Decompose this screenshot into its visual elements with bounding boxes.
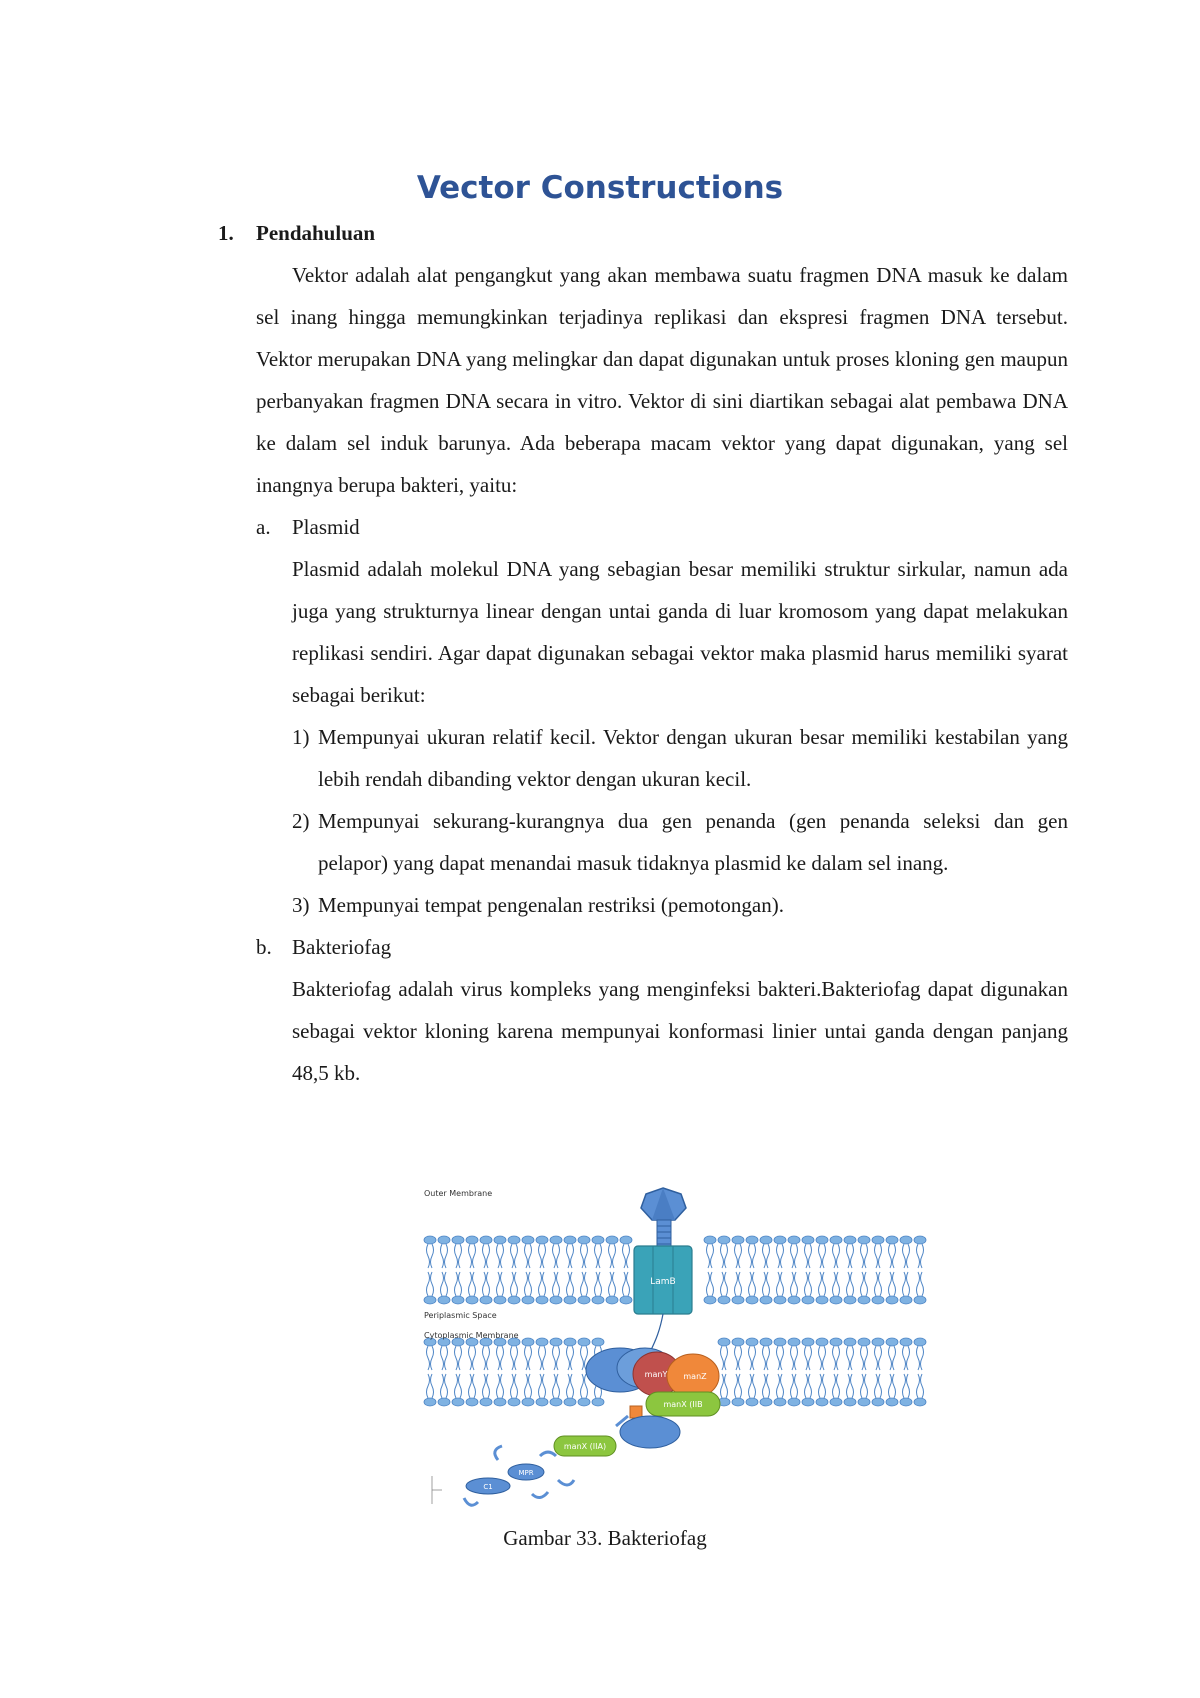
lipid-head: [774, 1236, 786, 1268]
manx-iia-protein: [554, 1436, 616, 1456]
lipid-head: [900, 1236, 912, 1268]
lipid-head: [438, 1272, 450, 1304]
lipid-head: [802, 1236, 814, 1268]
lipid-head: [536, 1236, 548, 1268]
lipid-head: [704, 1272, 716, 1304]
list-item-text: Mempunyai ukuran relatif kecil. Vektor dengan ukuran besar memiliki kestabilan yang lebih rendah dibanding vektor dengan ukuran kecil.: [318, 725, 1068, 791]
lipid-head: [732, 1338, 744, 1370]
lipid-head: [746, 1338, 758, 1370]
lipid-head: [886, 1236, 898, 1268]
lipid-head: [536, 1338, 548, 1370]
lipid-head: [592, 1236, 604, 1268]
subsection-label: b.: [256, 935, 272, 959]
lipid-head: [550, 1272, 562, 1304]
lipid-head: [914, 1272, 926, 1304]
lipid-head: [620, 1236, 632, 1268]
lipid-head: [522, 1272, 534, 1304]
lipid-head: [844, 1338, 856, 1370]
figure-caption: Gambar 33. Bakteriofag: [503, 1526, 707, 1550]
lipid-head: [606, 1272, 618, 1304]
lipid-head: [788, 1236, 800, 1268]
lipid-head: [564, 1338, 576, 1370]
lipid-head: [424, 1272, 436, 1304]
manx-iia-label: manX (IIA): [563, 1442, 607, 1451]
c1-label: C1: [483, 1483, 493, 1491]
lipid-head: [466, 1236, 478, 1268]
lipid-head: [830, 1272, 842, 1304]
list-item: [292, 716, 1068, 800]
lipid-head: [424, 1374, 436, 1406]
periplasmic-space-label: Periplasmic Space: [424, 1311, 497, 1320]
lipid-head: [914, 1374, 926, 1406]
lipid-head: [480, 1338, 492, 1370]
lipid-head: [508, 1236, 520, 1268]
lipid-head: [816, 1272, 828, 1304]
lipid-head: [830, 1338, 842, 1370]
phage-head-icon: [641, 1188, 686, 1250]
subsection-title: Plasmid: [292, 515, 360, 539]
lipid-head: [550, 1236, 562, 1268]
lipid-head: [452, 1374, 464, 1406]
lipid-head: [704, 1236, 716, 1268]
lipid-head: [816, 1338, 828, 1370]
lipid-head: [872, 1338, 884, 1370]
lipid-head: [438, 1374, 450, 1406]
lipid-head: [438, 1338, 450, 1370]
subsection-title: Bakteriofag: [292, 935, 392, 959]
lipid-head: [480, 1236, 492, 1268]
lipid-head: [830, 1374, 842, 1406]
lipid-head: [494, 1272, 506, 1304]
lipid-head: [508, 1272, 520, 1304]
mpr-c1-pathway: [432, 1446, 574, 1505]
lipid-head: [732, 1374, 744, 1406]
lipid-head: [802, 1374, 814, 1406]
man-transporter-complex: [586, 1348, 720, 1448]
lipid-head: [760, 1374, 772, 1406]
lipid-head: [760, 1338, 772, 1370]
lipid-head: [900, 1374, 912, 1406]
lipid-head: [844, 1374, 856, 1406]
lipid-head: [760, 1272, 772, 1304]
cytoplasmic-membrane-label: Cytoplasmic Membrane: [424, 1331, 519, 1340]
lipid-head: [746, 1272, 758, 1304]
list-item-number: 3): [292, 893, 310, 917]
subsection-label: a.: [256, 515, 271, 539]
lipid-head: [522, 1236, 534, 1268]
lipid-head: [774, 1374, 786, 1406]
lipid-head: [732, 1236, 744, 1268]
lipid-head: [872, 1236, 884, 1268]
list-item-number: 1): [292, 725, 310, 749]
lipid-head: [914, 1236, 926, 1268]
lipid-head: [886, 1374, 898, 1406]
lipid-head: [424, 1236, 436, 1268]
lipid-head: [858, 1374, 870, 1406]
lipid-head: [466, 1374, 478, 1406]
manz-label: manZ: [683, 1372, 707, 1381]
lipid-head: [732, 1272, 744, 1304]
lipid-head: [452, 1272, 464, 1304]
lipid-head: [550, 1338, 562, 1370]
lipid-head: [536, 1272, 548, 1304]
subsection-bakteriofag-heading: [256, 926, 1068, 968]
lipid-head: [480, 1374, 492, 1406]
lipid-head: [508, 1338, 520, 1370]
bacteriophage-figure: [420, 1180, 930, 1510]
lipid-head: [746, 1236, 758, 1268]
lipid-head: [760, 1236, 772, 1268]
list-item-text: Mempunyai tempat pengenalan restriksi (pemotongan).: [318, 893, 784, 917]
intro-paragraph: Vektor adalah alat pengangkut yang akan membawa suatu fragmen DNA masuk ke dalam sel inang hingga memungkinkan terjadinya replikasi dan ekspresi fragmen DNA tersebut. Vektor merupakan DNA yang melingkar dan dapat digunakan untuk proses kloning gen maupun perbanyakan fragmen DNA secara in vitro. Vektor di sini diartikan sebagai alat pembawa DNA ke dalam sel induk barunya. Ada beberapa macam vektor yang dapat digunakan, yang sel inangnya berupa bakteri, yaitu:: [256, 263, 1068, 497]
plasmid-paragraph: Plasmid adalah molekul DNA yang sebagian besar memiliki struktur sirkular, namun ada juga yang strukturnya linear dengan untai ganda di luar kromosom yang dapat melakukan replikasi sendiri. Agar dapat digunakan sebagai vektor maka plasmid harus memiliki syarat sebagai berikut:: [292, 557, 1068, 707]
lipid-head: [466, 1338, 478, 1370]
list-item: [292, 800, 1068, 884]
many-label: manY: [644, 1370, 668, 1379]
lipid-head: [578, 1272, 590, 1304]
lipid-head: [886, 1272, 898, 1304]
lipid-head: [494, 1236, 506, 1268]
lipid-head: [452, 1338, 464, 1370]
lipid-head: [802, 1272, 814, 1304]
lipid-head: [858, 1236, 870, 1268]
membrane-diagram: [420, 1180, 930, 1510]
lipid-head: [858, 1272, 870, 1304]
lipid-head: [550, 1374, 562, 1406]
lipid-head: [452, 1236, 464, 1268]
lipid-head: [830, 1236, 842, 1268]
list-item: [292, 884, 1068, 926]
lipid-head: [564, 1236, 576, 1268]
lipid-head: [424, 1338, 436, 1370]
section-title: Pendahuluan: [256, 221, 376, 245]
lipid-head: [774, 1338, 786, 1370]
lipid-head: [844, 1236, 856, 1268]
mpr-label: MPR: [518, 1469, 534, 1477]
lipid-head: [480, 1272, 492, 1304]
lamb-label: LamB: [650, 1277, 676, 1287]
lipid-head: [718, 1236, 730, 1268]
lipid-head: [872, 1374, 884, 1406]
lipid-head: [718, 1338, 730, 1370]
lipid-head: [494, 1338, 506, 1370]
lamb-channel: [634, 1246, 692, 1314]
lipid-head: [858, 1338, 870, 1370]
lipid-head: [900, 1272, 912, 1304]
lipid-head: [802, 1338, 814, 1370]
lipid-head: [508, 1374, 520, 1406]
lipid-head: [494, 1374, 506, 1406]
subsection-plasmid-heading: [256, 506, 1068, 548]
lipid-head: [718, 1272, 730, 1304]
outer-membrane-label: Outer Membrane: [424, 1189, 493, 1198]
lipid-head: [536, 1374, 548, 1406]
manx-iib-label: manX (IIB: [663, 1400, 703, 1409]
lipid-head: [522, 1374, 534, 1406]
section-heading: [218, 212, 1068, 254]
lipid-head: [606, 1236, 618, 1268]
section-number: 1.: [218, 221, 234, 245]
lipid-head: [844, 1272, 856, 1304]
lipid-head: [788, 1374, 800, 1406]
lipid-head: [788, 1338, 800, 1370]
lipid-head: [816, 1374, 828, 1406]
lipid-head: [592, 1272, 604, 1304]
dna-strand: [650, 1314, 663, 1352]
lipid-head: [564, 1272, 576, 1304]
lipid-head: [438, 1236, 450, 1268]
lipid-head: [872, 1272, 884, 1304]
lipid-head: [900, 1338, 912, 1370]
list-item-number: 2): [292, 809, 310, 833]
lipid-head: [564, 1374, 576, 1406]
lipid-head: [620, 1272, 632, 1304]
list-item-text: Mempunyai sekurang-kurangnya dua gen penanda (gen penanda seleksi dan gen pelapor) yang dapat menandai masuk tidaknya plasmid ke dalam sel inang.: [318, 809, 1068, 875]
lipid-head: [466, 1272, 478, 1304]
lipid-head: [886, 1338, 898, 1370]
lipid-head: [746, 1374, 758, 1406]
document-title: Vector Constructions: [416, 170, 784, 206]
bakteriofag-paragraph: Bakteriofag adalah virus kompleks yang menginfeksi bakteri.Bakteriofag dapat digunakan sebagai vektor kloning karena mempunyai konformasi linier untai ganda dengan panjang 48,5 kb.: [292, 977, 1068, 1085]
lipid-head: [578, 1236, 590, 1268]
lipid-head: [816, 1236, 828, 1268]
lipid-head: [522, 1338, 534, 1370]
document-body: [218, 212, 1068, 1094]
lipid-head: [774, 1272, 786, 1304]
lipid-head: [914, 1338, 926, 1370]
lipid-head: [788, 1272, 800, 1304]
